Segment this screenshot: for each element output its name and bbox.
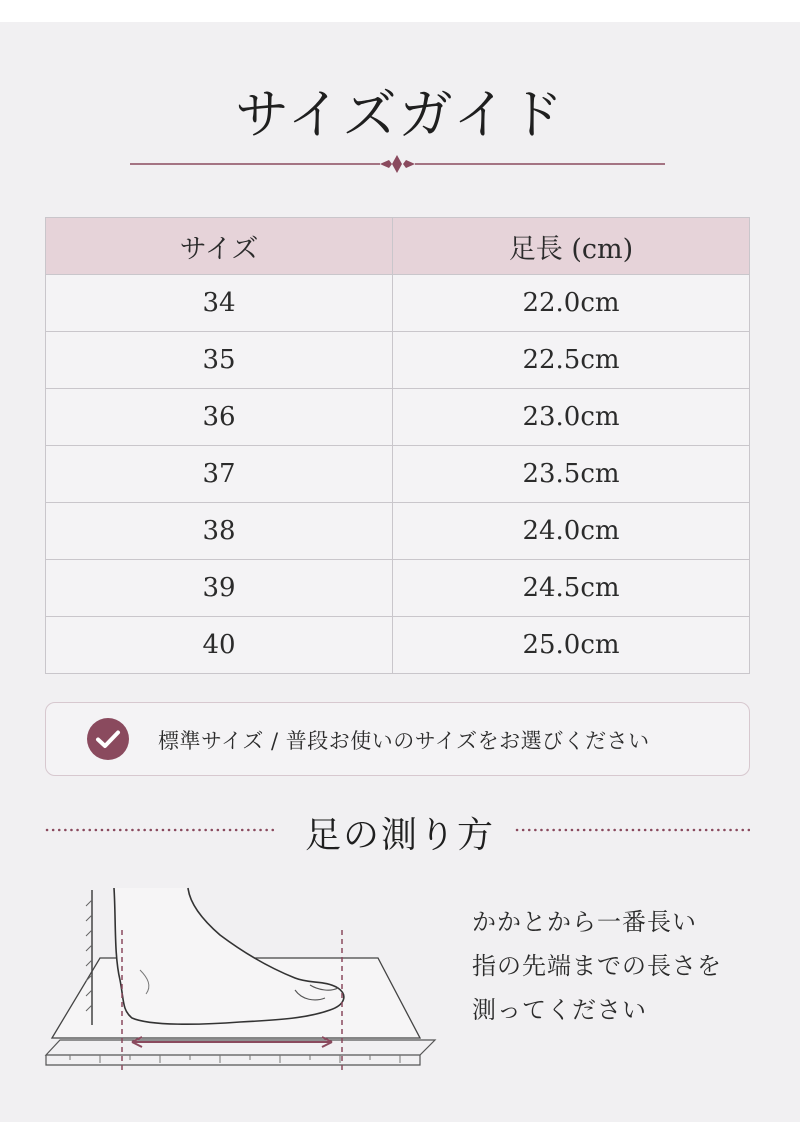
foot-measurement-illustration	[40, 860, 440, 1070]
size-recommendation-note	[45, 702, 750, 776]
table-row	[46, 389, 750, 446]
title-ornament-divider	[130, 152, 665, 176]
instruction-line: かかとから一番長い	[472, 908, 697, 936]
instruction-line: 測ってください	[472, 996, 647, 1024]
note-text: 標準サイズ / 普段お使いのサイズをお選びください	[158, 729, 650, 753]
size-cell: 38	[46, 503, 393, 560]
foot-length-cell: 25.0cm	[393, 617, 750, 674]
size-guide-panel	[0, 22, 800, 1122]
column-header-foot-length: 足長 (cm)	[393, 218, 750, 275]
size-cell: 34	[46, 275, 393, 332]
table-row	[46, 560, 750, 617]
column-header-size: サイズ	[46, 218, 393, 275]
size-cell: 35	[46, 332, 393, 389]
foot-length-cell: 23.5cm	[393, 446, 750, 503]
table-row	[46, 617, 750, 674]
table-row	[46, 503, 750, 560]
measurement-instructions	[472, 900, 722, 1032]
foot-length-cell: 23.0cm	[393, 389, 750, 446]
size-cell: 39	[46, 560, 393, 617]
foot-length-cell: 24.0cm	[393, 503, 750, 560]
measure-heading: 足の測り方	[304, 815, 495, 856]
foot-length-cell: 22.0cm	[393, 275, 750, 332]
table-row	[46, 446, 750, 503]
size-cell: 36	[46, 389, 393, 446]
foot-length-cell: 24.5cm	[393, 560, 750, 617]
table-row	[46, 275, 750, 332]
foot-length-cell: 22.5cm	[393, 332, 750, 389]
page-title: サイズガイド	[234, 83, 566, 146]
table-row	[46, 332, 750, 389]
heading-dotted-divider-right	[515, 828, 750, 832]
check-circle-icon	[86, 717, 130, 761]
size-table	[45, 217, 750, 674]
instruction-line: 指の先端までの長さを	[472, 952, 722, 980]
size-cell: 40	[46, 617, 393, 674]
size-cell: 37	[46, 446, 393, 503]
table-header-row	[46, 218, 750, 275]
